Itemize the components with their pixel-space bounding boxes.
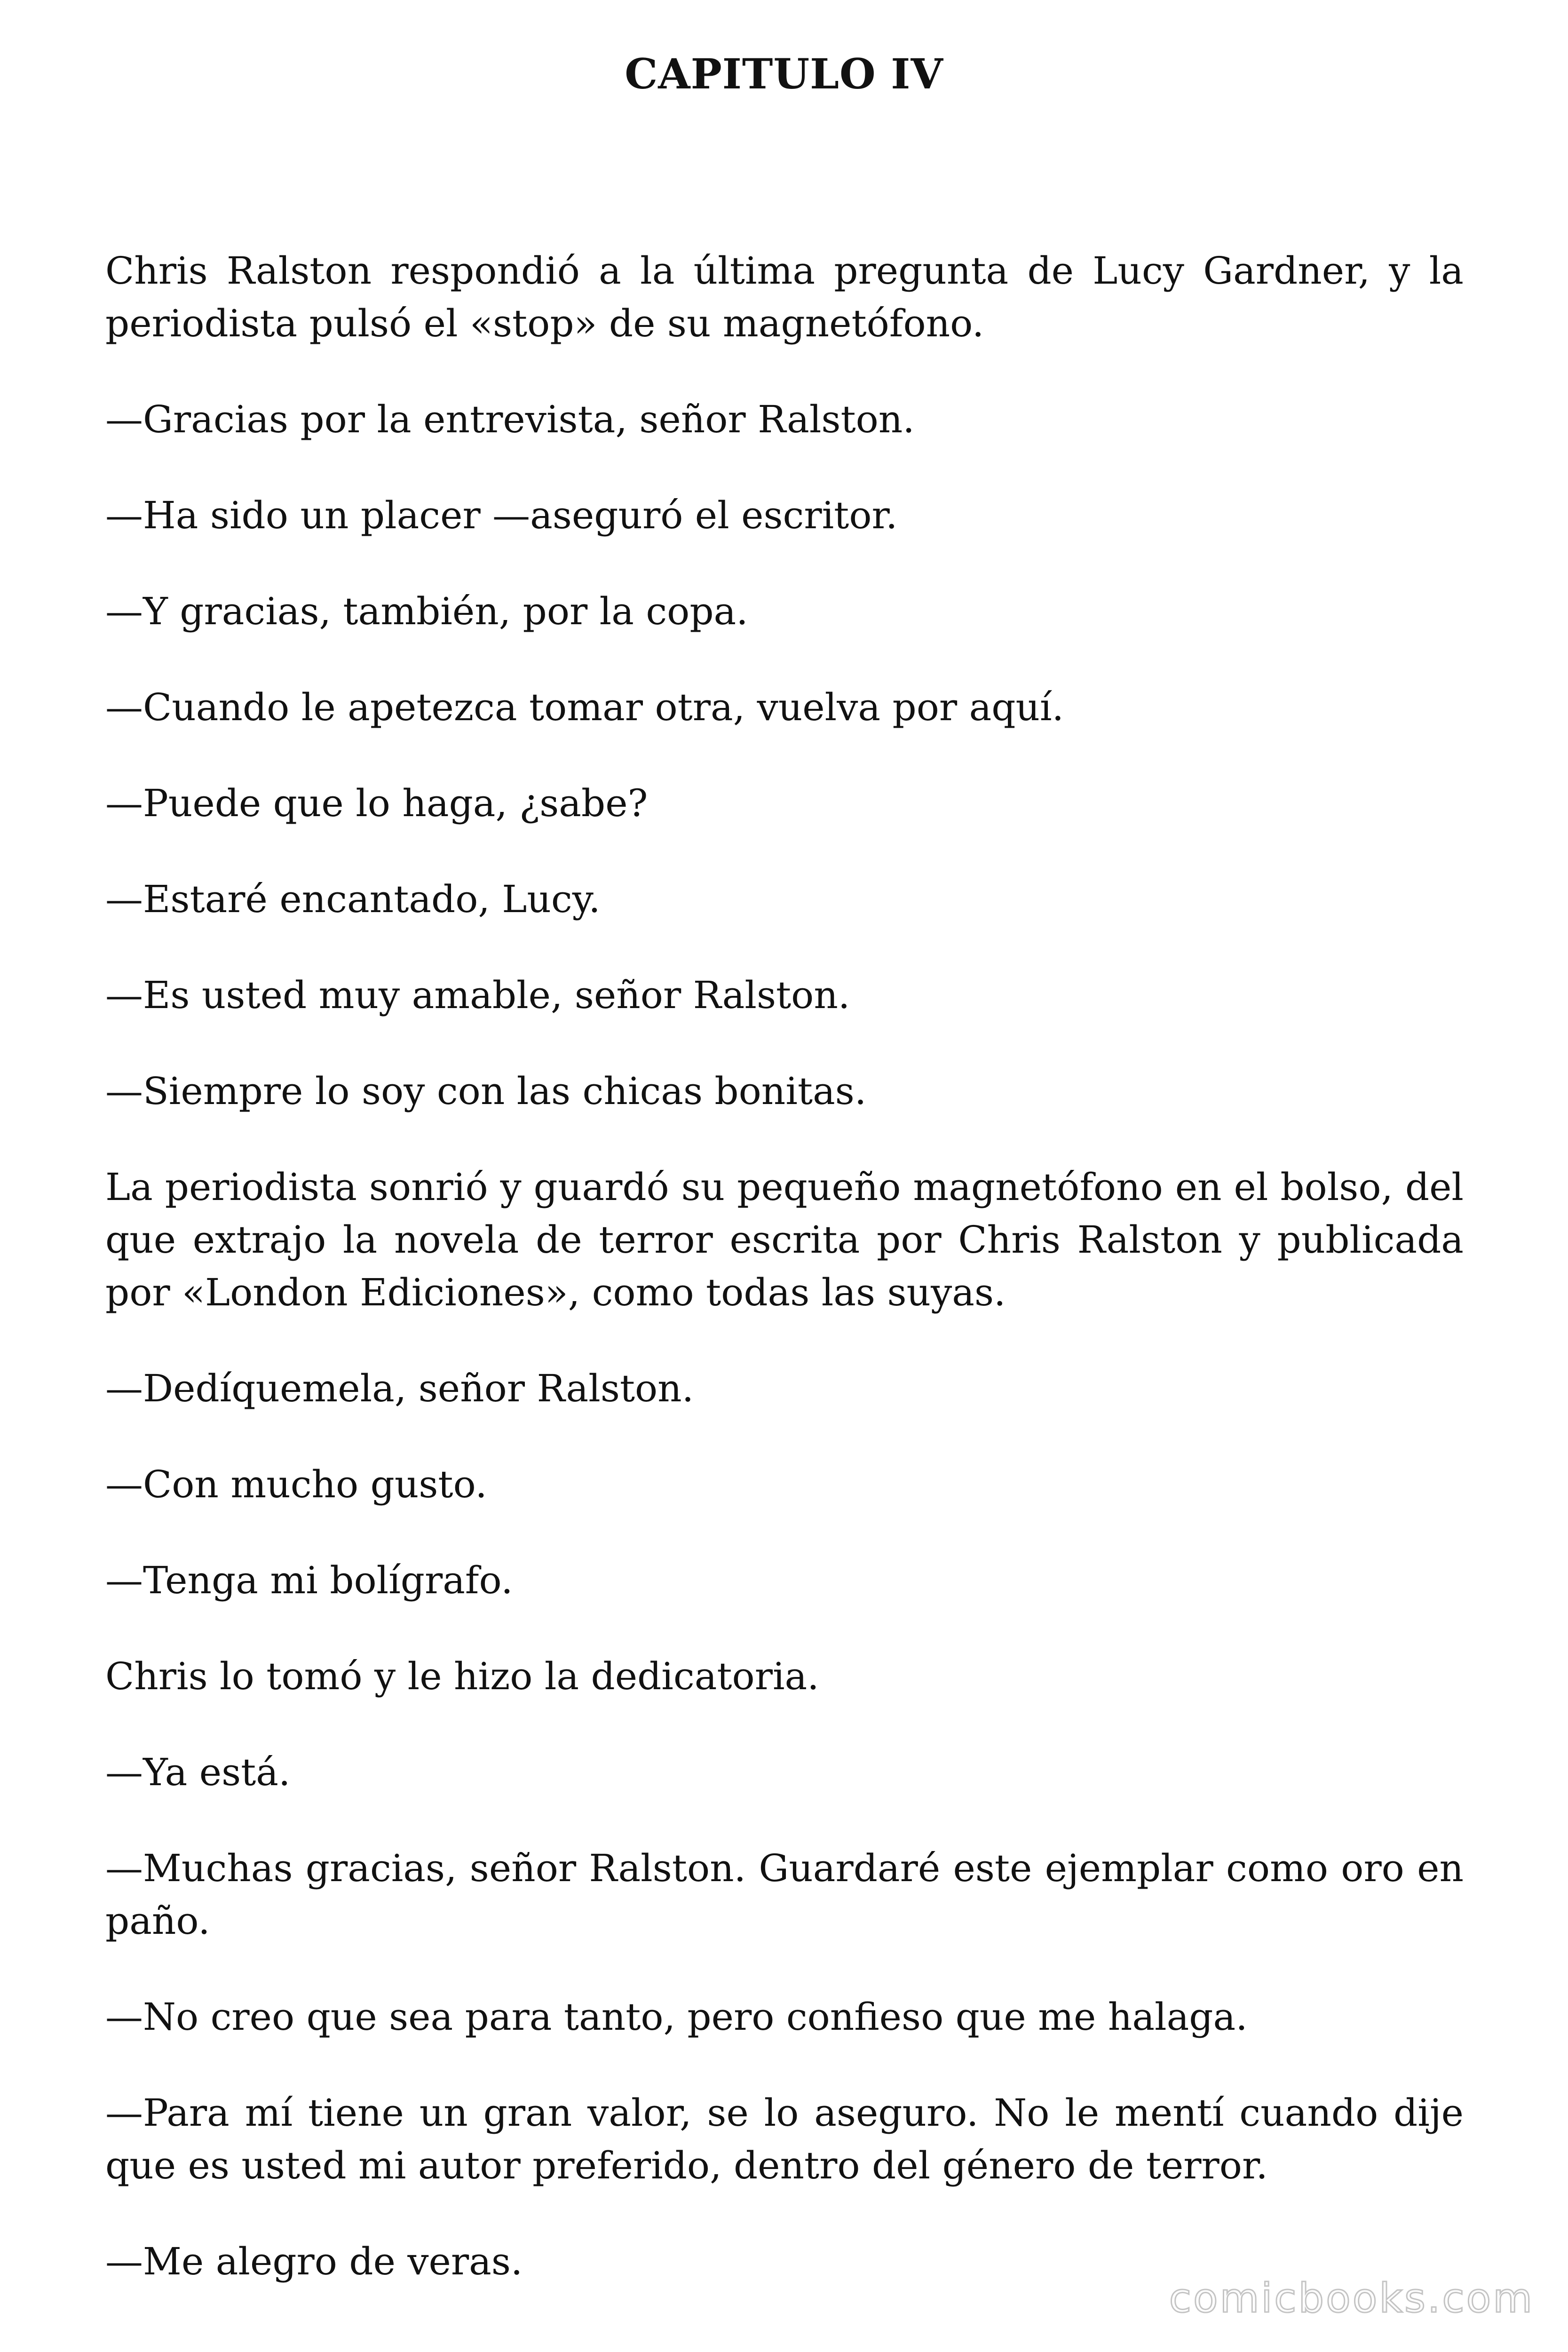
dialogue-line: —Me alegro de veras. [105,2240,523,2283]
dialogue-line: —Siempre lo soy con las chicas bonitas. [105,1069,867,1113]
dialogue-line: —Muchas gracias, señor Ralston. Guardaré este ejemplar como oro en paño. [105,1846,1464,1943]
chapter-body [105,245,1464,2331]
paragraph: Chris lo tomó y le hizo la dedicatoria. [105,1654,819,1698]
dialogue-line: —No creo que sea para tanto, pero confieso que me halaga. [105,1995,1248,2039]
dialogue-line: —Cuando le apetezca tomar otra, vuelva por aquí. [105,685,1064,729]
paragraph: Chris Ralston respondió a la última pregunta de Lucy Gardner, y la periodista pulsó el «stop» de su magnetófono. [105,249,1464,345]
dialogue-line: —Y gracias, también, por la copa. [105,589,748,633]
dialogue-line: —Puede que lo haga, ¿sabe? [105,781,648,825]
dialogue-line: —Es usted muy amable, señor Ralston. [105,973,850,1017]
dialogue-line: —Estaré encantado, Lucy. [105,877,601,921]
dialogue-line: —Ha sido un placer —aseguró el escritor. [105,493,898,537]
site-watermark: comicbooks.com [1169,2275,1534,2322]
dialogue-line: —Gracias por la entrevista, señor Ralston. [105,397,915,441]
dialogue-line: —Tenga mi bolígrafo. [105,1558,513,1602]
dialogue-line: —Ya está. [105,1750,291,1794]
chapter-title: CAPITULO IV [625,49,943,98]
dialogue-line: —Con mucho gusto. [105,1462,487,1506]
dialogue-line: —Para mí tiene un gran valor, se lo aseguro. No le mentí cuando dije que es usted mi autor preferido, dentro del género de terror. [105,2091,1464,2187]
paragraph: La periodista sonrió y guardó su pequeño magnetófono en el bolso, del que extrajo la novela de terror escrita por Chris Ralston y publicada por «London Ediciones», como todas las suyas. [105,1165,1464,1314]
dialogue-line: —Dedíquemela, señor Ralston. [105,1367,694,1410]
